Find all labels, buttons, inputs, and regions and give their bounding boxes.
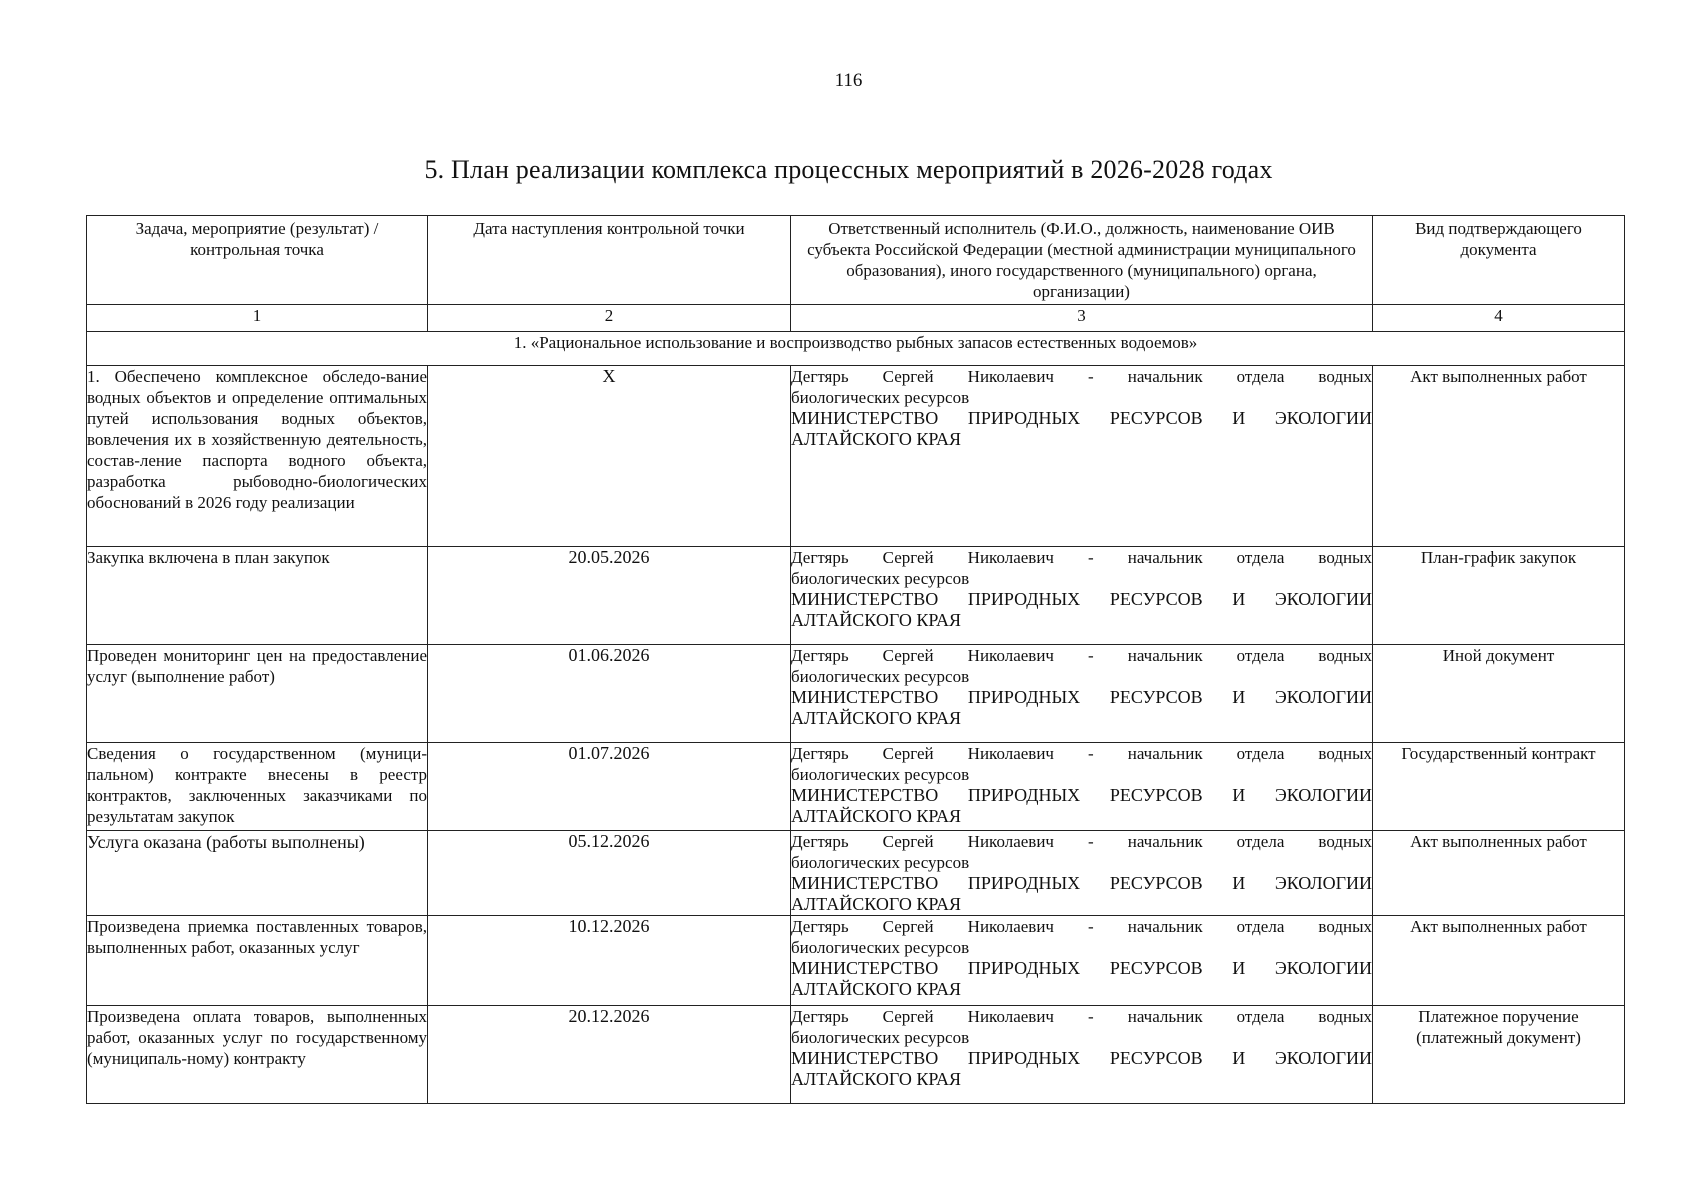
row-date: 01.07.2026 xyxy=(428,743,791,831)
responsible-org: МИНИСТЕРСТВО ПРИРОДНЫХ РЕСУРСОВ И ЭКОЛОГИИ xyxy=(791,589,1372,609)
responsible-org-tail: АЛТАЙСКОГО КРАЯ xyxy=(791,979,962,999)
table-row xyxy=(87,547,1625,645)
responsible-person: Дегтярь Сергей Николаевич - начальник отдела водных xyxy=(791,832,1372,851)
row-date: X xyxy=(428,366,791,547)
table-row xyxy=(87,645,1625,743)
section-row xyxy=(87,332,1625,366)
responsible-org: МИНИСТЕРСТВО ПРИРОДНЫХ РЕСУРСОВ И ЭКОЛОГИИ xyxy=(791,1048,1372,1068)
row-task: Услуга оказана (работы выполнены) xyxy=(87,831,428,916)
header-task: Задача, мероприятие (результат) / контрольная точка xyxy=(87,216,428,305)
row-date: 20.05.2026 xyxy=(428,547,791,645)
header-date: Дата наступления контрольной точки xyxy=(428,216,791,305)
responsible-org: МИНИСТЕРСТВО ПРИРОДНЫХ РЕСУРСОВ И ЭКОЛОГИИ xyxy=(791,408,1372,428)
row-document: Платежное поручение (платежный документ) xyxy=(1373,1006,1625,1104)
row-date: 20.12.2026 xyxy=(428,1006,791,1104)
row-date: 10.12.2026 xyxy=(428,916,791,1006)
page-number: 116 xyxy=(834,70,863,91)
responsible-person-tail: биологических ресурсов xyxy=(791,938,970,957)
responsible-org-tail: АЛТАЙСКОГО КРАЯ xyxy=(791,894,962,914)
table-row xyxy=(87,366,1625,547)
page-title: 5. План реализации комплекса процессных мероприятий в 2026-2028 годах xyxy=(424,155,1273,184)
responsible-person: Дегтярь Сергей Николаевич - начальник отдела водных xyxy=(791,548,1372,567)
table-row xyxy=(87,743,1625,831)
responsible-person-tail: биологических ресурсов xyxy=(791,569,970,588)
responsible-org: МИНИСТЕРСТВО ПРИРОДНЫХ РЕСУРСОВ И ЭКОЛОГИИ xyxy=(791,687,1372,707)
responsible-org: МИНИСТЕРСТВО ПРИРОДНЫХ РЕСУРСОВ И ЭКОЛОГИИ xyxy=(791,958,1372,978)
responsible-person: Дегтярь Сергей Николаевич - начальник отдела водных xyxy=(791,646,1372,665)
responsible-person: Дегтярь Сергей Николаевич - начальник отдела водных xyxy=(791,1007,1372,1026)
column-number-row xyxy=(87,305,1625,332)
responsible-person-tail: биологических ресурсов xyxy=(791,388,970,407)
section-title: 1. «Рациональное использование и воспроизводство рыбных запасов естественных водоемов» xyxy=(87,332,1625,366)
row-date: 01.06.2026 xyxy=(428,645,791,743)
responsible-person: Дегтярь Сергей Николаевич - начальник отдела водных xyxy=(791,744,1372,763)
row-responsible xyxy=(791,645,1373,743)
responsible-org-tail: АЛТАЙСКОГО КРАЯ xyxy=(791,429,962,449)
row-responsible xyxy=(791,1006,1373,1104)
column-number: 1 xyxy=(87,305,428,332)
responsible-org-tail: АЛТАЙСКОГО КРАЯ xyxy=(791,1069,962,1089)
header-document: Вид подтверждающего документа xyxy=(1373,216,1625,305)
table-row xyxy=(87,1006,1625,1104)
plan-table xyxy=(86,215,1625,1104)
row-responsible xyxy=(791,547,1373,645)
row-task: Сведения о государственном (муници-пальном) контракте внесены в реестр контрактов, заключенных заказчиками по результатам закупок xyxy=(87,743,428,831)
row-responsible xyxy=(791,743,1373,831)
responsible-person: Дегтярь Сергей Николаевич - начальник отдела водных xyxy=(791,917,1372,936)
row-task: Закупка включена в план закупок xyxy=(87,547,428,645)
row-task: Произведена приемка поставленных товаров, выполненных работ, оказанных услуг xyxy=(87,916,428,1006)
responsible-org: МИНИСТЕРСТВО ПРИРОДНЫХ РЕСУРСОВ И ЭКОЛОГИИ xyxy=(791,785,1372,805)
responsible-org-tail: АЛТАЙСКОГО КРАЯ xyxy=(791,610,962,630)
responsible-person: Дегтярь Сергей Николаевич - начальник отдела водных xyxy=(791,367,1372,386)
responsible-person-tail: биологических ресурсов xyxy=(791,765,970,784)
row-task: 1. Обеспечено комплексное обследо-вание водных объектов и определение оптимальных путей использования водных объектов, вовлечения их в хозяйственную деятельность, состав-ление паспорта водного объекта, разработка рыбоводно-биологических обоснований в 2026 году реализации xyxy=(87,366,428,547)
row-responsible xyxy=(791,916,1373,1006)
responsible-org: МИНИСТЕРСТВО ПРИРОДНЫХ РЕСУРСОВ И ЭКОЛОГИИ xyxy=(791,873,1372,893)
responsible-person-tail: биологических ресурсов xyxy=(791,853,970,872)
row-date: 05.12.2026 xyxy=(428,831,791,916)
row-task: Проведен мониторинг цен на предоставление услуг (выполнение работ) xyxy=(87,645,428,743)
row-document: Государственный контракт xyxy=(1373,743,1625,831)
header-responsible: Ответственный исполнитель (Ф.И.О., должность, наименование ОИВ субъекта Российской Федерации (местной администрации муниципального образования), иного государственного (муниципального) органа, организации) xyxy=(791,216,1373,305)
responsible-org-tail: АЛТАЙСКОГО КРАЯ xyxy=(791,708,962,728)
row-document: План-график закупок xyxy=(1373,547,1625,645)
row-document: Акт выполненных работ xyxy=(1373,366,1625,547)
column-number: 4 xyxy=(1373,305,1625,332)
row-responsible xyxy=(791,366,1373,547)
table-row xyxy=(87,831,1625,916)
responsible-person-tail: биологических ресурсов xyxy=(791,667,970,686)
row-task: Произведена оплата товаров, выполненных работ, оказанных услуг по государственному (муниципаль-ному) контракту xyxy=(87,1006,428,1104)
row-document: Акт выполненных работ xyxy=(1373,831,1625,916)
table-header-row xyxy=(87,216,1625,305)
responsible-person-tail: биологических ресурсов xyxy=(791,1028,970,1047)
row-responsible xyxy=(791,831,1373,916)
column-number: 2 xyxy=(428,305,791,332)
responsible-org-tail: АЛТАЙСКОГО КРАЯ xyxy=(791,806,962,826)
row-document: Акт выполненных работ xyxy=(1373,916,1625,1006)
row-document: Иной документ xyxy=(1373,645,1625,743)
table-row xyxy=(87,916,1625,1006)
column-number: 3 xyxy=(791,305,1373,332)
